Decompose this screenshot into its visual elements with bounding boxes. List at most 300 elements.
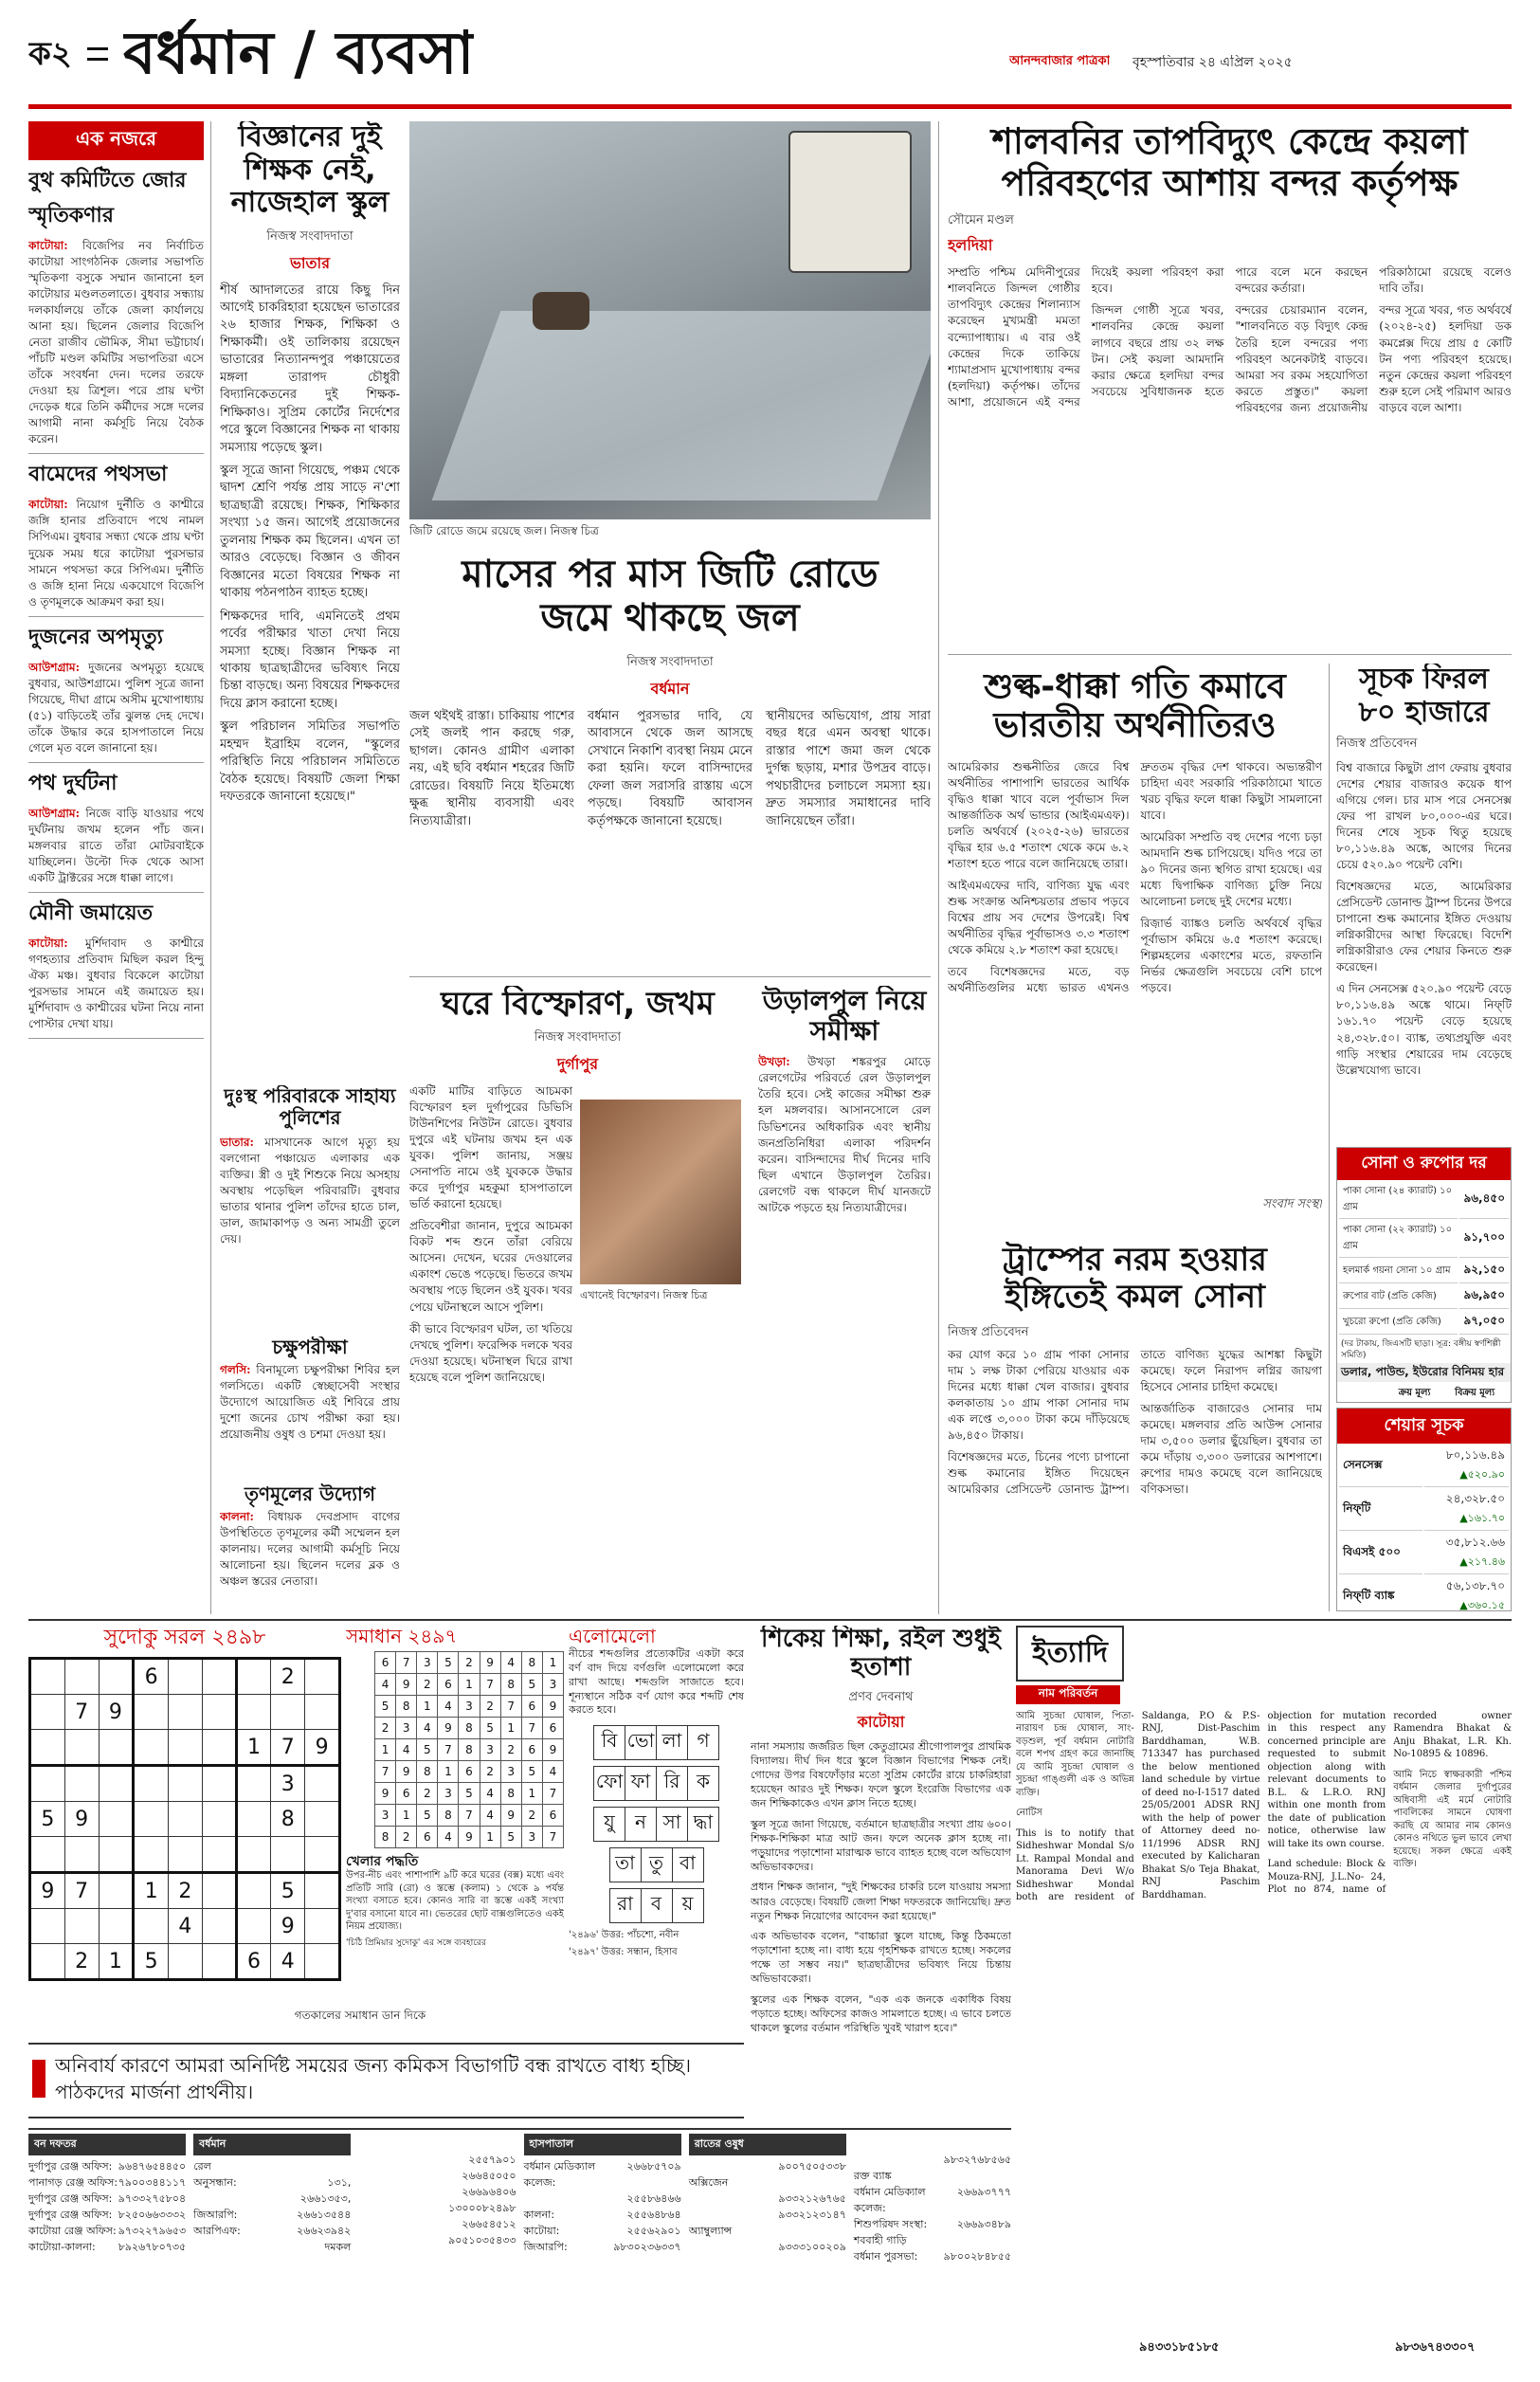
paragraph: নানা সমস্যায় জর্জরিত ছিল কেতুগ্রামের শ্রীগোপালপুর প্রাথমিক বিদ্যালয়। দীর্ঘ দিন ধরে স্কুলে বিজ্ঞান বিভাগের শিক্ষক নেই। গোদের উপর বিষফোঁড়ার মতো সুপ্রিম কোর্টের রায়ে চাকরিহারা হয়েছেন আরও দুই শিক্ষক। ফলে স্কুলে ইংরেজি বিভাগের এক জন শিক্ষিকাকেও এখন ক্লাস নিতে হচ্ছে। [751,1739,1011,1810]
solution-title: সমাধান ২৪৯৭ [346,1626,458,1647]
issue-date: বৃহস্পতিবার ২৪ এপ্রিল ২০২৫ [1132,55,1293,70]
market-index-value: ৫৬,১৩৮.৭০ [1445,1579,1505,1592]
sudoku-cell[interactable]: 6 [236,1944,271,1980]
sudoku-cell[interactable] [305,1944,340,1980]
solution-cell: 7 [480,1674,500,1696]
sudoku-cell[interactable]: 2 [169,1873,203,1909]
paragraph: আইএমএফের দাবি, বাণিজ্য যুদ্ধ এবং শুল্ক সংক্রান্ত অনিশ্চয়তার প্রভাব পড়বে বিশ্বের প্রায় সব দেশের উপরেই। বিশ্ব অর্থনীতির বৃদ্ধির পূর্বাভাসও ৩.৩ শতাংশ থেকে কমিয়ে ২.৮ শতাংশ করা হয়েছে। [948,879,1130,957]
sudoku-cell[interactable] [305,1837,340,1873]
sudoku-cell[interactable] [64,1909,99,1944]
sudoku-row [30,1659,340,1695]
sudoku-cell[interactable] [169,1802,203,1837]
sudoku-cell[interactable]: 3 [271,1766,305,1802]
sudoku-cell[interactable] [64,1659,99,1695]
jumble-letter: যু [594,1808,625,1842]
divider [210,121,211,1614]
sudoku-cell[interactable]: 1 [134,1873,169,1909]
notice-marker [32,2060,45,2098]
market-table [1337,1444,1511,1611]
solution-cell: 7 [438,1739,459,1761]
paragraph: বিশেষজ্ঞদের মতে, আমেরিকার প্রেসিডেন্ট ডোনাল্ড ট্রাম্প চিনের উপরে চাপানো শুল্ক কমানোর ইঙ্গিত দেওয়ায় লগ্নিকারীদের আস্থা ফিরেছে। বিদেশি লগ্নিকারীরাও ফের শেয়ার কিনতে শুরু করেছেন। [1336,880,1512,974]
sudoku-row [30,1695,340,1730]
gold-label: রুপোর বাট (প্রতি কেজি) [1339,1285,1458,1309]
byline: নিজস্ব প্রতিবেদন [1336,736,1418,751]
directory-label: কাটোয়া-কালনা: [28,2241,96,2254]
dateline: উখড়া: [758,1055,790,1069]
sudoku-cell[interactable]: 4 [169,1909,203,1944]
sudoku-cell[interactable] [169,1944,203,1980]
sudoku-cell[interactable] [134,1837,169,1873]
jumble-row [593,1725,719,1760]
story-trump [948,1242,1322,1611]
sudoku-cell[interactable] [236,1909,271,1944]
sidebar-item-head: বুথ কমিটিতে জোর স্মৃতিকণার [28,169,187,227]
sudoku-cell[interactable] [236,1766,271,1802]
sudoku-cell[interactable] [305,1659,340,1695]
dateline: কাটোয়া [857,1712,905,1731]
headline: মাসের পর মাস জিটি রোডে জমে থাকছে জল [462,553,879,640]
solution-cell: 8 [396,1696,417,1718]
directory-number: ২৬৬৮৫৭০৯ [626,2160,681,2173]
market-index-value: ৮০,১১৬.৪৯ [1445,1448,1505,1462]
sudoku-cell[interactable] [134,1909,169,1944]
directory-number: ২৬৬১৩৫৪৪ [297,2209,352,2222]
solution-cell: 4 [438,1827,459,1848]
sidebar-item-text: নিজে বাড়ি যাওয়ার পথে দুর্ঘটনায় জখম হলেন পাঁচ জন। মঙ্গলবার রাতে তাঁরা মোটরবাইকে যাচ্ছিলেন। উল্টো দিক থেকে আসা একটি ট্রাক্টরের সঙ্গে ধাক্কা লাগে। [28,806,204,884]
sudoku-cell[interactable] [30,1659,65,1695]
sidebar-item-head: দুজনের অপমৃত্যু [28,625,164,649]
paragraph: প্রতিবেশীরা জানান, দুপুরে আচমকা বিকট শব্দ শুনে তাঁরা বেরিয়ে আসেন। দেখেন, ঘরের দেওয়ালের একাংশ ভেঙে পড়েছে। ভিতরে জখম অবস্থায় পড়ে ছিলেন ওই যুবক। খবর পেয়ে ঘটনাস্থলে আসে পুলিশ। [409,1219,572,1314]
directory-number: ৯৩৩৩১০০২০৯ [778,2241,846,2254]
sudoku-row [30,1730,340,1766]
sudoku-cell[interactable]: 7 [271,1730,305,1766]
jumble-letter: তু [641,1848,672,1882]
up-arrow-icon: ▲ [1459,1599,1468,1611]
sudoku-cell[interactable] [169,1837,203,1873]
headline: শালবনির তাপবিদ্যুৎ কেন্দ্রে কয়লা পরিবহণের আশায় বন্দর কর্তৃপক্ষ [991,121,1468,204]
solution-cell: 9 [459,1827,480,1848]
sudoku-cell[interactable]: 9 [30,1873,65,1909]
solution-cell: 5 [521,1674,542,1696]
solution-cell: 9 [500,1805,521,1827]
sudoku-cell[interactable] [134,1695,169,1730]
directory-row [358,2168,516,2184]
solution-cell: 7 [521,1718,542,1739]
divider [409,976,931,977]
sudoku-cell[interactable] [202,1766,236,1802]
sidebar-item-head: বামেদের পথসভা [28,463,168,487]
solution-cell: 1 [542,1652,563,1674]
solution-cell: 6 [459,1761,480,1783]
divider [1329,664,1330,1611]
section-title: বর্ধমান / ব্যবসা [123,19,475,87]
gold-label: পাকা সোনা (২৪ ক্যারাট) ১০ গ্রাম [1339,1182,1458,1219]
jumble-letter: য় [672,1889,703,1923]
solution-cell: 9 [542,1739,563,1761]
story-family [220,1085,400,1332]
directory-label: আরপিএফ: [193,2225,241,2238]
directory-number: ৯৮০০২৮৪৮৫৫ [943,2250,1011,2264]
sudoku-cell[interactable] [202,1659,236,1695]
classified-item: objection for mutation in this respect any concerned principle are requested to submit objection along with relevant documents to B.L. & L.R.O. RNJ within one month from the date of publication notice, otherwise law will take its own course. [1267,1710,1386,1849]
directory-title: হাসপাতাল [524,2134,681,2155]
paragraph: আন্তর্জাতিক বাজারেও সোনার দাম কমেছে। মঙ্গলবার প্রতি আউন্স সোনার দাম ৩,৫০০ ডলার ছুঁয়েছিল। বুধবার তা কমে দাঁড়ায় ৩,৩০০ ডলারের আশপাশে। রুপোর দামও কমেছে বলে জানিয়েছে বণিকসভা। [1140,1402,1322,1497]
solution-cell: 7 [542,1783,563,1805]
ittadi-items [1016,1710,1512,2373]
sudoku-cell[interactable]: 9 [305,1730,340,1766]
solution-cell: 3 [542,1674,563,1696]
sudoku-cell[interactable] [202,1802,236,1837]
ittadi-phone-2: ৯৮৩৬৭৪৩৩০৭ [1395,2341,1476,2355]
directory-number: ৯৮৩০২৩৬৩৩৭ [613,2241,681,2254]
directory-row [358,2152,516,2168]
market-label: সেনসেক্স [1339,1446,1422,1487]
solution-cell: 8 [459,1718,480,1739]
gold-note: (দর টাকায়, জিএসটি ছাড়া। সূত্র: বঙ্গীয় স্বর্ণশিল্পী সমিতি) [1341,1339,1501,1361]
sudoku-cell[interactable] [305,1909,340,1944]
solution-cell: 4 [396,1739,417,1761]
directory-number: ৯৩৩২১২৬৭৬৫ [778,2192,846,2206]
gold-label: খুচরো রুপো (প্রতি কেজি) [1339,1311,1458,1335]
story-teacher [751,1626,1011,2190]
directory-number: ৮৯২৬৭৮০৭৩৫ [118,2241,187,2254]
sudoku-cell[interactable] [64,1837,99,1873]
paragraph: স্কুল পরিচালন সমিতির সভাপতি মহম্মদ ইব্রাহিম বলেন, "স্কুলের পরিস্থিতি নিয়ে পরিচালন সমিতিতে বৈঠক হয়েছে। বিষয়টি জেলা শিক্ষা দফতরকে জানানো হয়েছে।" [220,719,400,805]
story-bridge [758,986,931,1573]
sudoku-cell[interactable] [271,1837,305,1873]
solution-cell: 1 [500,1718,521,1739]
market-label: নিফ্‌টি [1339,1489,1422,1531]
sidebar-label: এক নজরে [28,121,204,160]
dateline: আউশগ্রাম: [28,660,81,674]
sudoku-cell[interactable]: 5 [30,1802,65,1837]
sudoku-cell[interactable] [236,1659,271,1695]
sudoku-cell[interactable] [202,1873,236,1909]
sudoku-cell[interactable] [99,1837,134,1873]
paragraph: জল থইথই রাস্তা। চাকিয়ায় পাশের সেই জলই পান করছে গরু, ছাগল। কোনও গ্রামীণ এলাকা নয়, এই ছবি বর্ধমান শহরের জিটি রোডের। বিষয়টি নিয়ে ইতিমধ্যে ক্ষুব্ধ স্থানীয় ব্যবসায়ী এবং নিত্যযাত্রীরা। [409,709,574,828]
sudoku-cell[interactable] [236,1873,271,1909]
road-photo [409,121,931,519]
directory-label: বর্ধমান মেডিক্যাল কলেজ: [523,2160,596,2190]
solution-cell: 8 [417,1761,438,1783]
directory-number: ২৫৫৬২৯০১ [626,2225,681,2238]
forex-header-cell [1339,1384,1393,1403]
sudoku-cell[interactable] [236,1695,271,1730]
sudoku-cell[interactable] [30,1695,65,1730]
eye-text: বিনামূল্যে চক্ষুপরীক্ষা শিবির হল গলসিতে। একটি স্বেচ্ছাসেবী সংস্থার উদ্যোগে আয়োজিত এই শিবিরে প্রায় দুশো জনের চোখ পরীক্ষা করা হয়। প্রয়োজনীয় ওষুধ ও চশমা দেওয়া হয়। [220,1363,400,1442]
solution-cell: 3 [500,1761,521,1783]
sudoku-cell[interactable] [202,1837,236,1873]
paragraph: জিন্দল গোষ্ঠী সূত্রে খবর, শালবনির কেন্দ্রে কয়লা লাগবে বছরে প্রায় ৩২ লক্ষ টন। সেই কয়লা আমদানি করার ক্ষেত্রে হলদিয়া বন্দর সবচেয়ে সুবিধাজনক হতে পারে বলে মনে করছেন বন্দরের কর্তারা। [1091,265,1368,398]
directory-number: ২৫৫৭৯০১ [468,2154,516,2166]
directory-number: ২৬৬৯৩৪৮৯ [956,2218,1011,2231]
story-sensex [1336,664,1512,1137]
sudoku-row [30,1909,340,1944]
divider [28,1619,1512,1621]
sudoku-cell[interactable] [305,1873,340,1909]
market-value [1424,1489,1509,1531]
paragraph: বিশেষজ্ঞদের মতে, চিনের পণ্যে চাপানো শুল্ক কমানোর ইঙ্গিত দিয়েছেন আমেরিকার প্রেসিডেন্ট ডোনাল্ড ট্রাম্প। তাতে বাণিজ্য যুদ্ধের আশঙ্কা কিছুটা কমেছে। ফলে নিরাপদ লগ্নির জায়গা হিসেবে সোনার চাহিদা কমেছে। [948,1348,1322,1497]
directory-number: ২৬৬৯৩৭৭৭ [956,2186,1011,2199]
tmc-text: বিধায়ক দেবপ্রসাদ বাগের উপস্থিতিতে তৃণমূলের কর্মী সম্মেলন হল কালনায়। দলের আগামী কর্মসূচি নিয়ে আলোচনা হয়। ছিলেন দলের ব্লক ও অঞ্চল স্তরের নেতারা। [220,1510,400,1589]
sudoku-cell[interactable] [30,1730,65,1766]
ittadi-section [1016,1626,1512,2374]
paragraph: স্কুল সূত্রে জানা গিয়েছে, বর্তমানে ছাত্রছাত্রীর সংখ্যা প্রায় ৬০০। শিক্ষক-শিক্ষিকা মাত্র আট জন। ফলে অনেক ক্লাস হচ্ছে না। পড়ুয়াদের পড়াশোনা মারাত্মক ভাবে ব্যাহত হচ্ছে বলে অভিযোগ অভিভাবকদের। [751,1817,1011,1874]
sudoku-cell[interactable]: 2 [64,1944,99,1980]
article-body [758,1054,931,1215]
sudoku-cell[interactable] [305,1766,340,1802]
sidebar-item [28,621,204,763]
sudoku-cell[interactable] [202,1909,236,1944]
directory-row [193,2223,351,2239]
headline: ঘরে বিস্ফোরণ, জখম [441,986,715,1023]
solution-cell: 5 [375,1696,396,1718]
headline: ট্রাম্পের নরম হওয়ার ইঙ্গিতেই কমল সোনা [1003,1242,1267,1317]
up-arrow-icon: ▲ [1459,1468,1468,1481]
directory-number: ২৬৬১৩৫৩, [299,2192,352,2206]
sidebar-item-body [28,936,204,1032]
directory-label: শববাহী গাড়ি [853,2234,907,2247]
directory-row [689,2239,846,2255]
directory-number: ২৬৬৪৫০৫০ [462,2170,516,2183]
sudoku-cell[interactable]: 1 [99,1944,134,1980]
bridge-text: উখড়া শঙ্করপুর মোড়ে রেলগেটের পরিবর্তে রেল উড়ালপুল তৈরি হবে। সেই কাজের সমীক্ষা শুরু হল মঙ্গলবার। আসানসোলে রেল ডিভিশনের অধিকারিক এবং স্থানীয় জনপ্রতিনিধিরা এলাকা পরিদর্শন করেন। বাসিন্দাদের দীর্ঘ দিনের দাবি ছিল এখানে উড়ালপুল তৈরির। রেলগেট বন্ধ থাকলে দীর্ঘ যানজটে আটকে পড়তে হয় নিত্যযাত্রীদের। [758,1055,931,1214]
sudoku-cell[interactable] [169,1766,203,1802]
masthead-rule [28,104,1512,109]
directory-row [358,2216,516,2232]
solution-section [346,1626,564,2033]
sudoku-cell[interactable] [30,1766,65,1802]
sudoku-cell[interactable] [169,1695,203,1730]
jumble-hint-2: '২৪৯৭' উত্তর: সন্ধান, হিসাব [569,1946,678,1957]
sudoku-cell[interactable] [271,1695,305,1730]
directory-number: ১৩১, [327,2176,352,2190]
solution-cell: 3 [417,1652,438,1674]
sudoku-cell[interactable] [305,1695,340,1730]
directory-number: ২৫৫৬৪৮৬৪ [626,2209,681,2222]
jumble-letter: ন [625,1808,657,1842]
classified-item: This is to notify that Sidheshwar Mondal S/o Lt. Rampal Mondal and Manorama Devi W/o Sidheshwar Mondal both are resident of Saldanga, P.O & P.S- RNJ, Dist-Paschim Barddhaman, W.B. 713347 has purchased the below mentioned land schedule by virtue of deed no-I-1517 dated 25/05/2001 ADSR RNJ with the help of power of Attorney deed no-11/1996 ADSR RNJ executed by Kalicharan Bhakat S/o Teja Bhakat, RNJ Paschim Barddhaman. [1016,1710,1260,1902]
sudoku-cell[interactable] [99,1766,134,1802]
directory-number: দমকল [324,2241,352,2254]
sudoku-cell[interactable]: 7 [64,1873,99,1909]
directory-label: পানাগড় রেঞ্জ অফিস: [28,2176,118,2190]
solution-cell: 2 [521,1805,542,1827]
solution-cell: 6 [396,1783,417,1805]
rules-note: 'চিঠি প্রিমিয়ার সুদোকু' এর সঙ্গে ব্যবহারের [346,1937,486,1948]
solution-cell: 4 [480,1783,500,1805]
paragraph: আমেরিকার শুল্কনীতির জেরে বিশ্ব অর্থনীতির পাশাপাশি ভারতের আর্থিক বৃদ্ধিও ধাক্কা খাবে বলে পূর্বাভাস দিল আন্তর্জাতিক অর্থ ভান্ডার (আইএমএফ)। চলতি অর্থবর্ষে (২০২৫-২৬) ভারতের বৃদ্ধির হার ৬.৫ শতাংশ থেকে কমে ৬.২ শতাংশ হতে পারে বলে জানিয়েছে তারা। [948,759,1130,870]
directory-number: ৯০৫১০৩৫৪৩৩ [448,2234,516,2247]
directory-number: ৭৯০০৩৪৪১১৭ [118,2176,187,2190]
directory-row [193,2158,351,2174]
market-change-value: ৫২০.৯০ [1467,1468,1505,1481]
sudoku-cell[interactable] [169,1659,203,1695]
market-change [1428,1597,1505,1611]
gold-value: ৯৬,৯৫০ [1459,1285,1509,1309]
sidebar-item-head: পথ দুর্ঘটনা [28,771,118,795]
directory-column [854,2134,1011,2264]
jumble-letter: গ [688,1726,719,1760]
directory-label: অনুসন্ধান: [193,2176,237,2190]
directory-spacer [358,2134,516,2152]
headline: তৃণমূলের উদ্যোগ [245,1483,375,1505]
byline: নিজস্ব প্রতিবেদন [948,1325,1029,1340]
sudoku-row [30,1944,340,1980]
sudoku-cell[interactable] [30,1944,65,1980]
sidebar-item [28,767,204,893]
paragraph: তবে বিশেষজ্ঞদের মতে, বড় অর্থনীতিগুলির মধ্যে ভারত এখনও দ্রুততম বৃদ্ধির দেশ থাকবে। অভ্যন্তরীণ চাহিদা এবং সরকারি পরিকাঠামো খাতে খরচ বৃদ্ধির ফলে ধাক্কা কিছুটা সামলানো যাবে। [948,759,1322,995]
solution-cell: 3 [375,1805,396,1827]
jumble-section [569,1626,744,2033]
solution-cell: 5 [417,1805,438,1827]
dateline: বর্ধমান [650,680,690,698]
sudoku-cell[interactable]: 5 [134,1944,169,1980]
divider [938,121,939,1614]
byline: সৌমেন মণ্ডল [948,213,1014,228]
paragraph: প্রধান শিক্ষক জানান, "দুই শিক্ষকের চাকরি চলে যাওয়ায় সমস্যা আরও বেড়েছে। বিষয়টি জেলা শিক্ষা দফতরকে জানিয়েছি। দ্রুত নতুন শিক্ষক নিয়োগের আবেদন করা হয়েছে।" [751,1881,1011,1922]
solution-cell: 2 [375,1718,396,1739]
sudoku-cell[interactable] [99,1909,134,1944]
jumble-title: এলোমেলো [569,1626,656,1647]
directory-row [854,2184,1011,2216]
paragraph: স্কুলের এক শিক্ষক বলেন, "এক এক জনকে একাধিক বিষয় পড়াতে হচ্ছে। অফিসের কাজও সামলাতে হচ্ছে। এ ভাবে চলতে থাকলে স্কুলের বর্তমান পরিস্থিতি খুবই খারাপ হবে।" [751,1992,1011,2034]
directory-row [854,2232,1011,2248]
directory-number: ৯০০৭৫০৫৩৩৮ [778,2160,846,2173]
market-box-title: শেয়ার সূচক [1337,1409,1511,1444]
sudoku-cell[interactable]: 9 [271,1909,305,1944]
sudoku-cell[interactable] [99,1802,134,1837]
directory-row [193,2239,351,2255]
sudoku-cell[interactable] [134,1766,169,1802]
sudoku-cell[interactable]: 1 [236,1730,271,1766]
solution-cell: 8 [438,1805,459,1827]
sudoku-cell[interactable]: 7 [64,1695,99,1730]
sudoku-cell[interactable] [99,1659,134,1695]
gold-value: ৯৭,০৫০ [1459,1311,1509,1335]
paper-name: আনন্দবাজার পত্রিকা [1009,55,1111,68]
paragraph: সম্প্রতি পশ্চিম মেদিনীপুরের শালবনিতে জিন্দল গোষ্ঠীর তাপবিদ্যুৎ কেন্দ্রের শিলান্যাস করেছেন মুখ্যমন্ত্রী মমতা বন্দ্যোপাধ্যায়। এ বার ওই কেন্দ্রের দিকে তাকিয়ে শ্যামাপ্রসাদ মুখোপাধ্যায় বন্দর (হলদিয়া) কর্তৃপক্ষ। তাঁদের আশা, প্রয়োজনে এই বন্দর দিয়েই কয়লা পরিবহণ করা হবে। [948,265,1224,409]
directory-label: বর্ধমান পুরসভা: [853,2250,918,2264]
solution-cell: 1 [438,1761,459,1783]
sudoku-cell[interactable] [202,1730,236,1766]
divider [948,654,1512,655]
market-row [1339,1533,1509,1574]
sudoku-cell[interactable] [64,1766,99,1802]
solution-row [375,1827,564,1848]
article-body [409,1083,572,1386]
notice-bar [28,2043,744,2118]
directory-column [28,2134,186,2264]
market-change [1428,1510,1505,1528]
solution-cell: 9 [438,1718,459,1739]
directory-row [524,2207,681,2223]
sudoku-cell[interactable]: 2 [271,1659,305,1695]
sudoku-cell[interactable] [30,1837,65,1873]
sidebar-item [28,458,204,616]
sudoku-cell[interactable] [236,1837,271,1873]
solution-cell: 6 [417,1827,438,1848]
solution-cell: 1 [459,1674,480,1696]
up-arrow-icon: ▲ [1459,1555,1468,1568]
bus-shape [788,131,912,273]
gold-row [1339,1182,1509,1219]
jumble-letter: ব [641,1889,672,1923]
article-body [948,759,1322,1195]
directory-column [689,2134,846,2264]
story-tmc [220,1483,400,1616]
sudoku-cell[interactable] [134,1802,169,1837]
directory-number: ২৫৫৮৬৪৬৬ [626,2192,681,2206]
solution-cell: 7 [500,1696,521,1718]
sudoku-cell[interactable]: 9 [99,1695,134,1730]
sudoku-cell[interactable] [134,1730,169,1766]
sudoku-cell[interactable] [236,1802,271,1837]
sudoku-cell[interactable] [30,1909,65,1944]
sudoku-cell[interactable]: 6 [134,1659,169,1695]
sudoku-cell[interactable] [202,1944,236,1980]
sudoku-cell[interactable]: 5 [271,1873,305,1909]
solution-cell: 9 [480,1652,500,1674]
story-coal [948,121,1512,643]
ittadi-logo: ইত্যাদি [1016,1626,1124,1682]
gold-label: হলমার্ক গয়না সোনা ১০ গ্রাম [1339,1260,1458,1283]
signoff: সংবাদ সংস্থা [1262,1196,1322,1211]
notice-text: অনিবার্য কারণে আমরা অনির্দিষ্ট সময়ের জন্য কমিকস বিভাগটি বন্ধ রাখতে বাধ্য হচ্ছি। পাঠকদের মার্জনা প্রার্থনীয়। [55,2054,692,2103]
sudoku-cell[interactable] [169,1730,203,1766]
sudoku-cell[interactable]: 8 [271,1802,305,1837]
directory-row [854,2248,1011,2264]
directory-number: ৯৭৩৩২৭৫৮০৪ [118,2192,187,2206]
solution-cell: 3 [521,1827,542,1848]
solution-cell: 2 [459,1652,480,1674]
jumble-text: নীচের শব্দগুলির প্রত্যেকটির একটা করে বর্ণ বাদ দিয়ে বর্ণগুলি এলোমেলো করে রাখা আছে। শব্দগুলি সাজাতে হবে। শূন্যস্থানে সঠিক বর্ণ যোগ করে শব্দটি শেষ করতে হবে। [569,1647,744,1717]
jumble-grid [569,1725,744,1923]
directory-label: জিআরপি: [523,2241,568,2254]
jumble-row [609,1888,704,1923]
sudoku-cell[interactable] [99,1730,134,1766]
sudoku-cell[interactable]: 9 [64,1802,99,1837]
sudoku-cell[interactable] [305,1802,340,1837]
rules-title: খেলার পদ্ধতি [346,1854,419,1869]
dateline: কাটোয়া: [28,936,68,950]
sudoku-cell[interactable] [64,1730,99,1766]
directory-number: ৮২৫০৬৬৩৩৩২ [118,2209,187,2222]
headline: সূচক ফিরল ৮০ হাজারে [1358,664,1490,729]
paragraph: বিশ্ব বাজারে কিছুটা প্রাণ ফেরায় বুধবার দেশের শেয়ার বাজারও কয়েক ধাপ এগিয়ে গেল। চার মাস পরে সেনসেক্স ফের পা রাখল ৮০,০০০-এর ঘরে। দিনের শেষে সূচক থিতু হয়েছে ৮০,১১৬.৪৯ অঙ্কে, আগের দিনের চেয়ে ৫২০.৯০ পয়েন্ট বেশি। [1336,761,1512,872]
article-body [220,1362,400,1443]
directory-row [524,2239,681,2255]
directory-label: রেল [193,2160,211,2173]
solution-row [375,1718,564,1739]
article-body [948,1347,1322,1593]
directory-label: অ্যাম্বুল্যান্স [688,2225,733,2238]
directory-label: রক্ত ব্যাঙ্ক [853,2170,892,2183]
solution-cell: 3 [459,1696,480,1718]
directory-label: জিআরপি: [193,2209,238,2222]
directory-column [524,2134,681,2264]
sudoku-cell[interactable]: 4 [271,1944,305,1980]
jumble-row [609,1847,704,1882]
market-box [1336,1408,1512,1611]
sudoku-cell[interactable] [99,1873,134,1909]
sidebar-item-body [28,660,204,756]
dateline: হলদিয়া [948,236,993,255]
sudoku-cell[interactable] [202,1695,236,1730]
paragraph: একটি মাটির বাড়িতে আচমকা বিস্ফোরণ হল দুর্গাপুরের ডিভিসি টাউনশিপের নিউটন রোডে। বুধবার দুপুরে এই ঘটনায় জখম হন এক যুবক। পুলিশ জানায়, সঞ্জয় সেনাপতি নামে ওই যুবককে উদ্ধার করে দুর্গাপুর মহকুমা হাসপাতালে ভর্তি করানো হয়েছে। [409,1084,572,1211]
solution-cell: 3 [396,1718,417,1739]
article-body [948,264,1512,643]
